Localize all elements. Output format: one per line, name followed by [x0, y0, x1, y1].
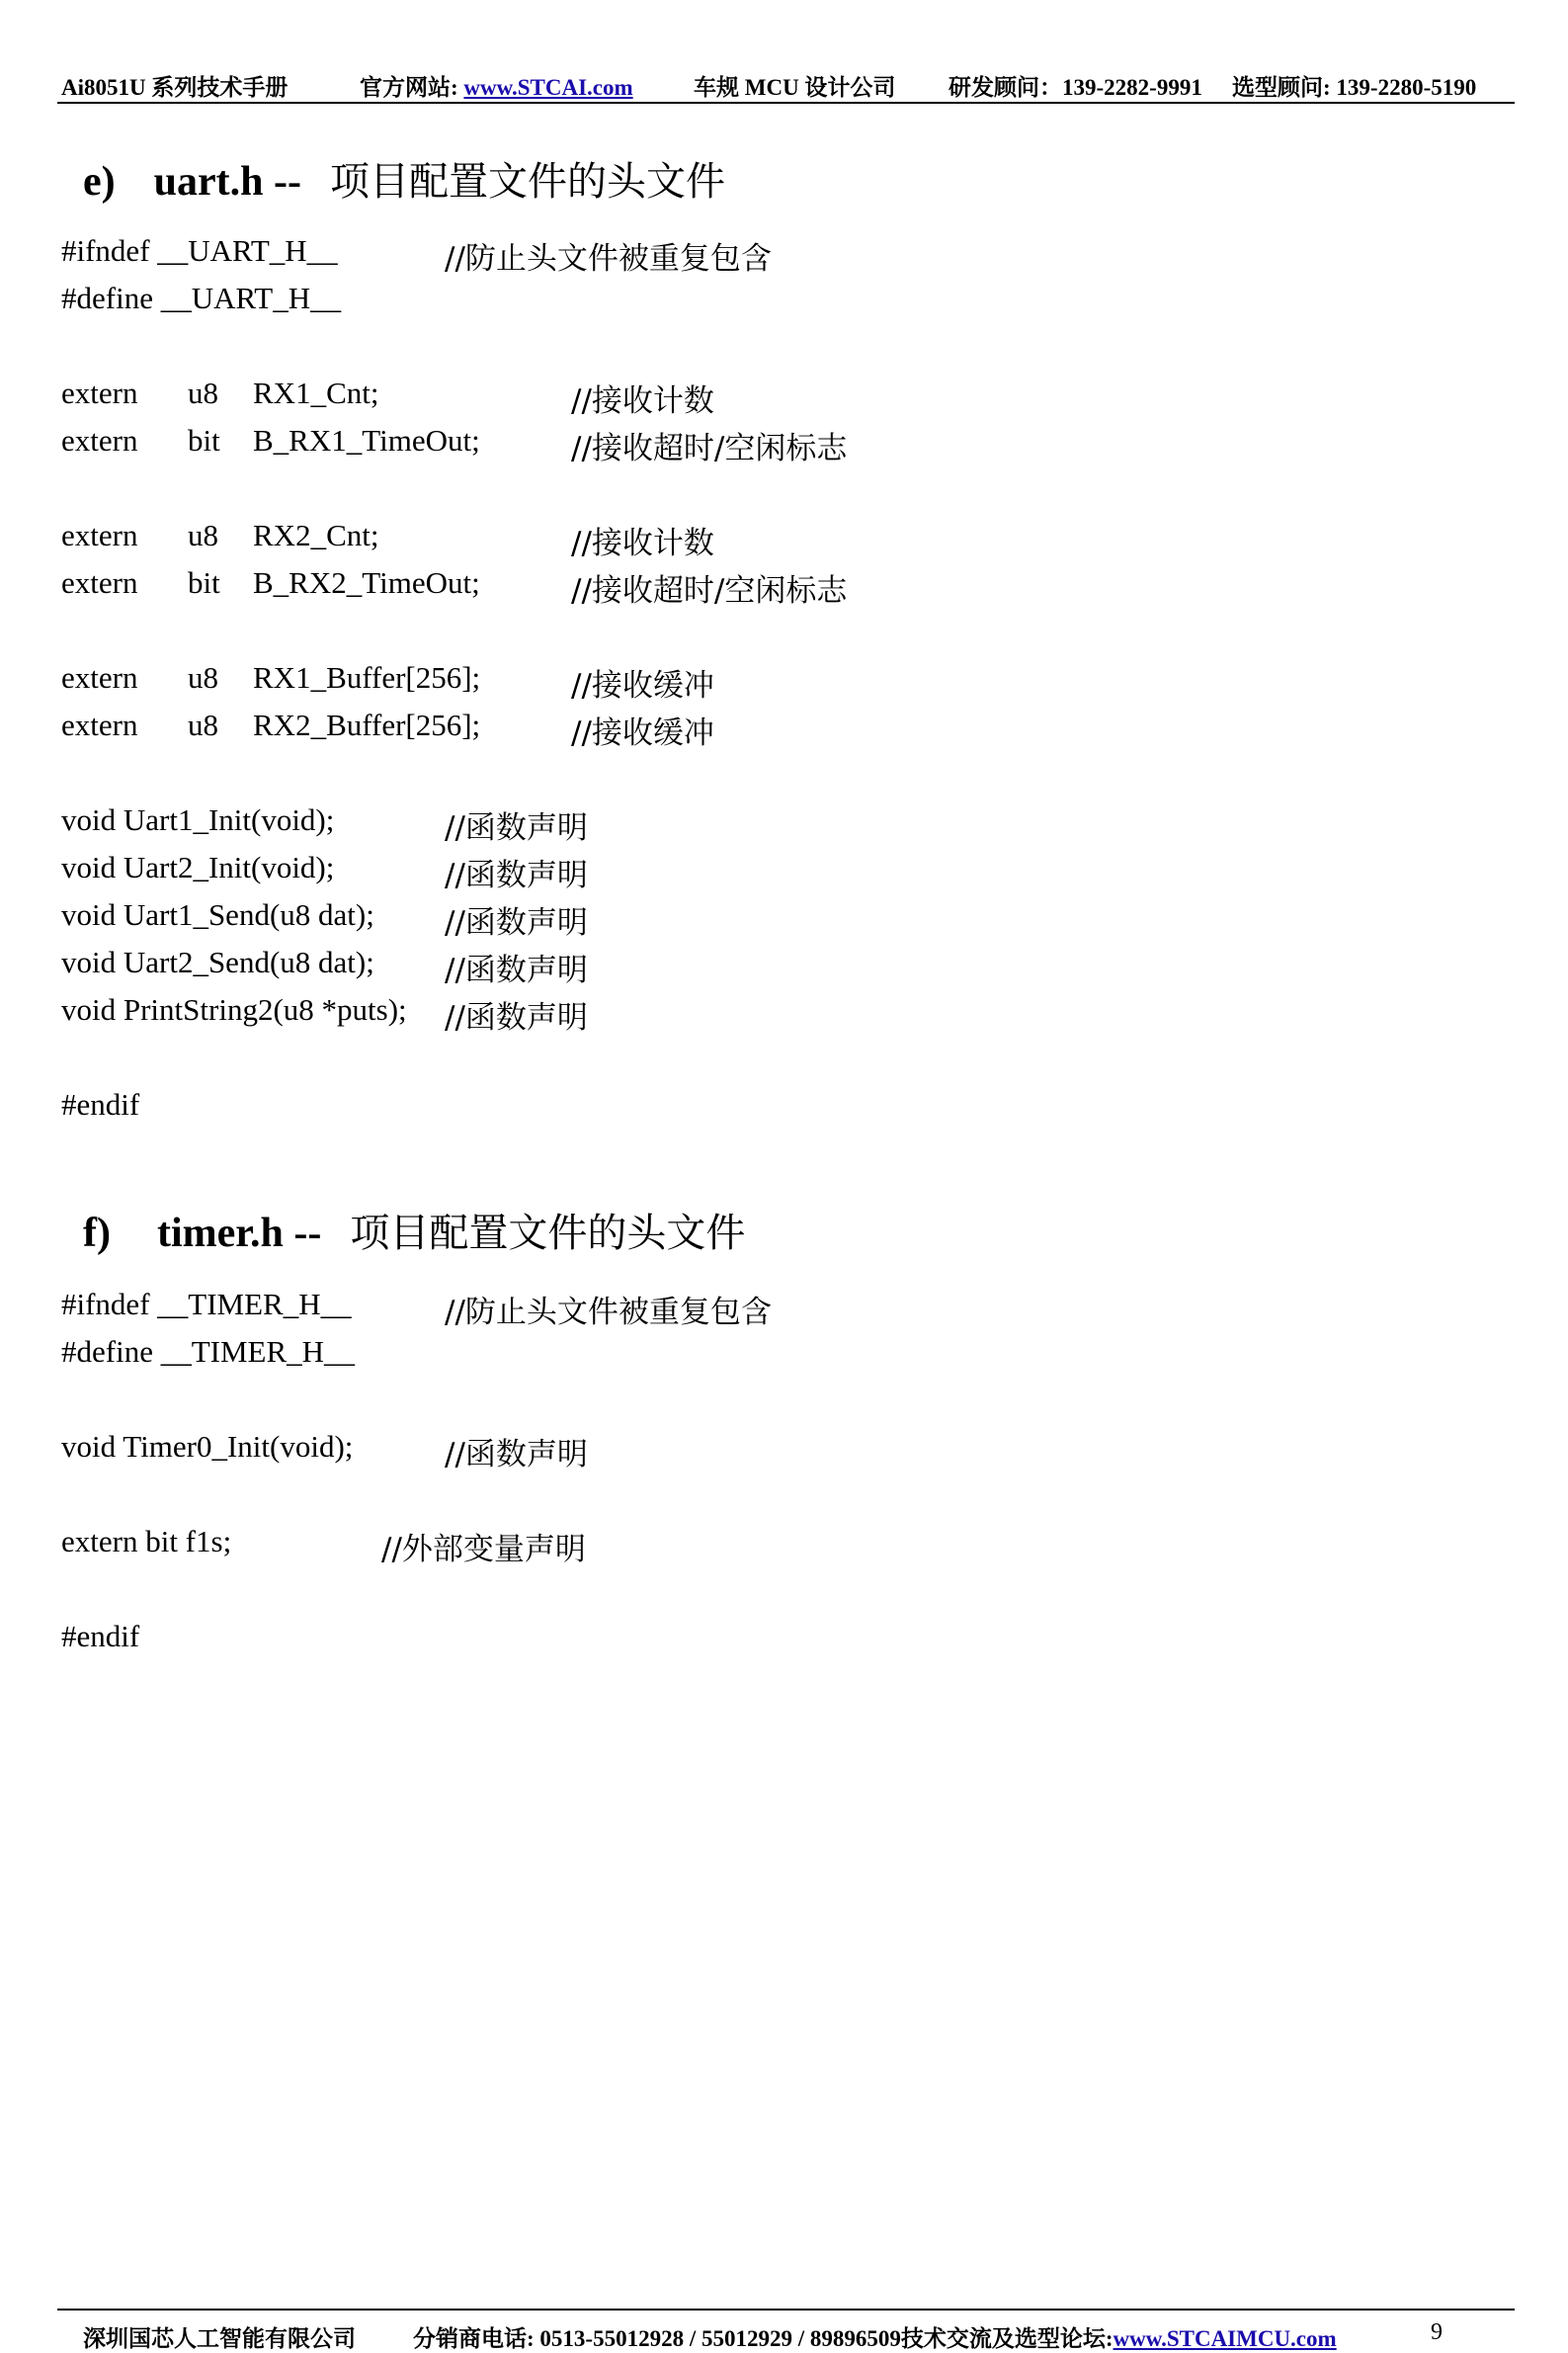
section-f-file: timer.h -- [156, 1211, 322, 1256]
section-e-title: 项目配置文件的头文件 [329, 159, 725, 205]
section-f-title: 项目配置文件的头文件 [350, 1211, 746, 1256]
section-f-heading [83, 1202, 745, 1258]
code-line: #endif [61, 1087, 140, 1122]
code-comment: //函数声明 [445, 858, 588, 893]
code-keyword: extern [61, 708, 138, 742]
header-selection-consultant: 选型顾问: 139-2280-5190 [1232, 75, 1477, 100]
header-manual-title: Ai8051U 系列技术手册 [61, 75, 289, 100]
code-line: void Uart2_Init(void); [61, 850, 335, 884]
code-line: #ifndef __UART_H__ [61, 233, 338, 268]
code-comment: //函数声明 [445, 1000, 588, 1036]
section-f-label: f) [83, 1211, 111, 1256]
code-comment: //函数声明 [445, 953, 588, 988]
code-line: void PrintString2(u8 *puts); [61, 992, 407, 1027]
code-keyword: extern [61, 565, 138, 600]
code-identifier: RX1_Cnt; [253, 376, 379, 410]
footer-distributor: 分销商电话: 0513-55012928 / 55012929 / 89896509技术交流及选型论坛: [413, 2326, 1114, 2351]
code-line: extern bit f1s; [61, 1524, 232, 1558]
code-type: u8 [188, 376, 218, 410]
header-site-link[interactable]: www.STCAI.com [463, 75, 633, 100]
code-line: #define __UART_H__ [61, 281, 342, 315]
code-type: bit [188, 423, 220, 458]
header-official-site [360, 69, 633, 102]
header-dev-consultant: 研发顾问：139-2282-9991 [949, 75, 1202, 100]
code-comment: //防止头文件被重复包含 [445, 1295, 772, 1330]
code-comment: //接收超时/空闲标志 [571, 431, 848, 466]
code-identifier: RX1_Buffer[256]; [253, 660, 481, 695]
code-comment: //外部变量声明 [381, 1532, 586, 1567]
code-comment: //接收缓冲 [571, 668, 714, 704]
code-comment: //函数声明 [445, 810, 588, 846]
code-line: void Uart2_Send(u8 dat); [61, 945, 374, 979]
code-type: u8 [188, 518, 218, 552]
section-e-file: uart.h -- [153, 159, 301, 205]
code-identifier: RX2_Cnt; [253, 518, 379, 552]
footer-forum-link[interactable]: www.STCAIMCU.com [1113, 2326, 1337, 2351]
code-identifier: B_RX2_TimeOut; [253, 565, 480, 600]
footer-rule [57, 2309, 1515, 2311]
code-line: #define __TIMER_H__ [61, 1334, 356, 1369]
code-line: #ifndef __TIMER_H__ [61, 1287, 352, 1321]
code-type: u8 [188, 708, 218, 742]
code-comment: //函数声明 [445, 905, 588, 941]
code-keyword: extern [61, 660, 138, 695]
code-line: void Timer0_Init(void); [61, 1429, 354, 1464]
code-type: bit [188, 565, 220, 600]
section-e-label: e) [83, 159, 116, 205]
code-comment: //接收超时/空闲标志 [571, 573, 848, 609]
footer-company: 深圳国芯人工智能有限公司 [83, 2326, 356, 2351]
code-line: void Uart1_Send(u8 dat); [61, 897, 374, 932]
code-keyword: extern [61, 423, 138, 458]
code-line: void Uart1_Init(void); [61, 802, 335, 837]
code-comment: //函数声明 [445, 1437, 588, 1472]
code-identifier: B_RX1_TimeOut; [253, 423, 480, 458]
page-number: 9 [1431, 2319, 1443, 2345]
code-line: #endif [61, 1619, 140, 1653]
code-type: u8 [188, 660, 218, 695]
header-rule [57, 102, 1515, 104]
header-company: 车规 MCU 设计公司 [694, 75, 896, 100]
code-keyword: extern [61, 518, 138, 552]
footer-contact [413, 2320, 1337, 2353]
code-comment: //接收计数 [571, 383, 714, 419]
code-comment: //接收计数 [571, 526, 714, 561]
code-comment: //接收缓冲 [571, 715, 714, 751]
code-comment: //防止头文件被重复包含 [445, 241, 772, 277]
header-site-label: 官方网站: [360, 75, 464, 100]
section-e-heading [83, 150, 725, 207]
code-identifier: RX2_Buffer[256]; [253, 708, 481, 742]
code-keyword: extern [61, 376, 138, 410]
